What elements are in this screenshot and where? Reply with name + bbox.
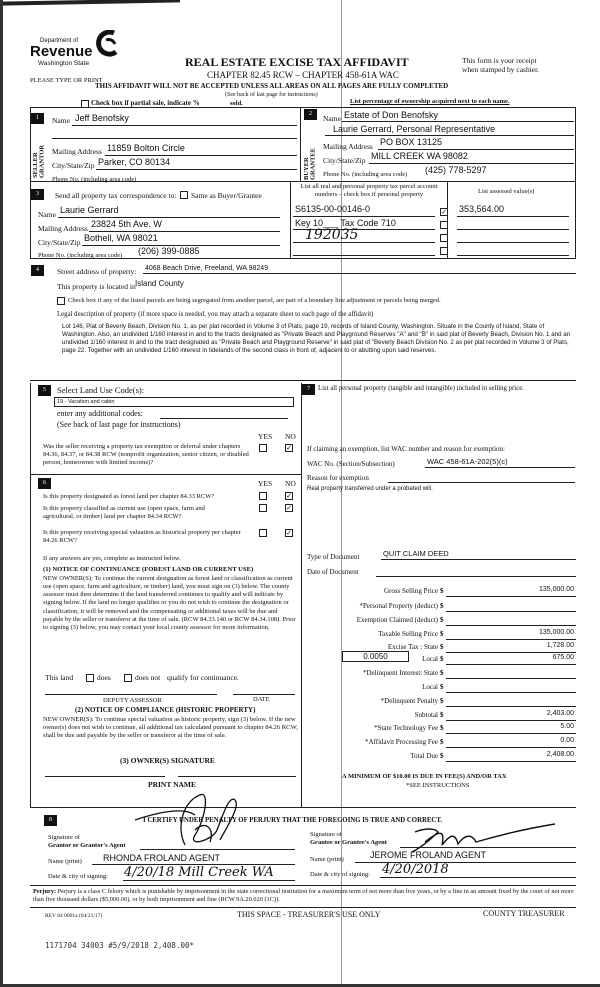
see-instructions: *SEE INSTRUCTIONS [406,782,470,789]
tax-row-label: Taxable Selling Price [378,630,438,638]
tax-row-label: *State Technology Fee [374,724,438,732]
grantor-date-label: Date & city of signing: [48,873,108,880]
dollar-sign: $ [440,655,444,663]
doc-date-field[interactable] [376,576,576,577]
field-line [457,242,569,243]
reason-field[interactable]: Real property transferred under a probated will. [307,486,433,492]
grantee-date-field[interactable]: 4/20/2018 [382,862,449,877]
does-not-label: does not [135,673,161,682]
field-line [446,611,576,612]
does-checkbox[interactable] [86,674,94,682]
tax-row-label: Local [422,683,438,691]
historic-yes-checkbox[interactable] [259,529,267,537]
dollar-sign: $ [440,643,444,651]
field-line [446,692,576,693]
tax-row-value[interactable]: 5.00 [560,723,574,730]
field-line [105,155,297,156]
field-line [388,482,575,483]
scan-edge-left [0,0,3,987]
corr-city-label: City/State/Zip [38,238,81,247]
logo-line-1: Department of [40,38,79,44]
exemption-no-checkbox[interactable]: ✓ [286,444,292,452]
field-line [446,625,576,626]
seller-mail-field[interactable]: 11859 Bolton Circle [107,143,185,153]
tax-row-label: Gross Selling Price [383,587,438,595]
buyer-mail-label: Mailing Address [323,142,373,151]
no-header: NO [285,432,296,441]
correspondence-label: Send all property tax correspondence to: [55,191,177,200]
section-number: 3 [31,189,44,200]
seller-mail-label: Mailing Address [52,147,102,156]
print-name-label: PRINT NAME [148,780,196,789]
cashier-stamp: 1171704 34003 #5/9/2018 2,408.00* [45,941,195,950]
buyer-name-label: Name [323,114,341,123]
section-number: 6 [38,478,51,489]
section-number: 2 [304,109,317,120]
field-line [457,255,569,256]
land-use-select[interactable]: 19 - Vacation and cabin [54,397,294,407]
current-use-yes-checkbox[interactable] [259,504,267,512]
divider [30,885,576,886]
dollar-sign: $ [440,724,444,732]
field-line [446,639,576,640]
field-line [378,149,574,150]
tax-row-label: *Affidavit Processing Fee [365,738,438,746]
buyer-phone-field[interactable]: (425) 778-5297 [425,165,487,175]
field-line [72,125,297,126]
logo-line-3: Washington State [38,60,90,67]
grantor-name-field[interactable]: RHONDA FROLAND AGENT [103,853,221,863]
date-line[interactable] [233,694,295,695]
field-line [446,596,576,597]
perjury-text: Perjury is a class C felony which is punishable by imprisonment in the state correctional institution for a maximum term of not more than five years, or by a fine in an amount fixed by the court of not more than five thousand dollars ($5,000.00), or by both imprisonment and fine (RCW 9A.20.020 (1C)). [33,888,574,903]
legal-description-field[interactable]: Lot 146, Plat of Beverly Beach, Division No. 1, as per plat recorded in Volume 3 of Plats, page 19, records of Island County, Washington. Situate in the County of Island, State of Washington. Also, an undivided 1/160 interest in and to the tracts designated as "Private Beach and Playground Reserves "A" and "B" in said plat of Beverly Beach, Division No. 1 and an undivided 1/160 interest in and to the tract designated as "Private Beach and Playground Reserve" in said plat of "Beverly Beach Division No. 2 as per plat recorded in Volume 3 of Plats, page 22. Together with an undivided 1/160 interest in tidelands of the second class in front of, adjacent to or abutting upon said reserves. [62,323,571,355]
grantee-sig-label-1: Signature of [310,831,342,838]
field-line [446,706,576,707]
section-number: 5 [38,385,51,396]
minimum-notice: A MINIMUM OF $10.00 IS DUE IN FEE(S) AND/OR TAX [342,773,507,780]
please-type: PLEASE TYPE OR PRINT [30,77,103,84]
qualify-label: qualify for continuance. [167,673,239,682]
yes-header: YES [258,479,273,488]
seller-exemption-question: Was the seller receiving a property tax exemption or deferral under chapters 84.36, 84.37, or 84.38 RCW (nonprofit organization, senior citizen, or disabled person, homeowner with limited income)? [43,443,249,467]
tax-row-label: Local [422,655,438,663]
form-revision: REV 84 0001a (04/21/17) [45,913,103,919]
buyer-name-field[interactable]: Estate of Don Benofsky [344,110,439,120]
county-label: This property is located in [57,282,136,291]
segregated-checkbox[interactable] [57,297,65,305]
grantor-signature[interactable] [125,790,265,852]
segregated-label: Check box if any of the listed parcels are being segregated from another parcel, are part of a boundary line adjustment or parcels being merged. [68,297,441,304]
seller-city-field[interactable]: Parker, CO 80134 [98,157,171,167]
seller-phone-label: Phone No. (including area code) [52,176,137,183]
tax-row-label: Exemption Claimed (deduct) [356,616,438,624]
tax-row-value[interactable]: 0.00 [560,737,574,744]
sold-label: sold. [230,100,243,107]
grantor-sig-label-1: Signature of [48,834,80,841]
field-line [58,217,280,218]
dollar-sign: $ [440,683,444,691]
corr-name-label: Name [38,210,56,219]
yes-header: YES [258,432,273,441]
additional-codes-field[interactable] [160,418,288,419]
dollar-sign: $ [440,587,444,595]
notice1-text: NEW OWNER(S): To continue the current designation as forest land or classification as current use (open space, farm and agriculture, or timber) land, you must sign on (3) below. The county assessor must then determine if the land transferred continues to qualify and will indicate by signing below. If the land no longer qualifies or you do not wish to continue the designation or classification, it will be removed and the compensating or additional taxes will be due and payable by the seller or transferor at the time of sale. (RCW 84.33.140 or RCW 84.34.108). Prior to signing (3) below, you may contact your local county assessor for more information. [43,575,296,631]
dollar-sign: $ [440,669,444,677]
dollar-sign: $ [440,752,444,760]
legal-label: Legal description of property (if more space is needed, you may attach a separate sheet to each page of the affidavit) [57,311,374,318]
same-as-buyer-label: Same as Buyer/Grantee [191,191,262,200]
dollar-sign: $ [440,711,444,719]
local-rate-field[interactable]: 0.0050 [342,651,409,662]
doc-type-label: Type of Document [307,553,360,561]
tax-row-label: Subtotal [414,711,438,719]
field-line [89,231,280,232]
field-line [293,216,435,217]
dollar-sign: $ [440,616,444,624]
historic-question: Is this property receiving special valuation as historical property per chapter 84.26 RCW? [43,529,241,545]
chapter-line: CHAPTER 82.45 RCW – CHAPTER 458-61A WAC [207,70,399,80]
divider [30,474,301,475]
field-line [52,138,297,139]
additional-codes-label: enter any additional codes: [57,409,143,418]
corr-phone-field[interactable]: (206) 399-0885 [138,246,200,256]
tax-row-label: *Delinquent Penalty [380,697,438,705]
county-field[interactable]: Island County [135,279,184,288]
field-line [123,880,295,881]
receipt-note-2: when stamped by cashier. [462,65,540,74]
current-use-no-checkbox[interactable]: ✓ [286,504,292,512]
owner-signature-line[interactable] [45,776,165,777]
perjury-label: Perjury: [33,888,57,895]
divider [290,181,291,259]
doc-date-label: Date of Document [307,568,359,576]
field-line [446,664,576,665]
grantor-date-field[interactable]: 4/20/18 Mill Creek WA [124,865,274,880]
wac-label: WAC No. (Section/Subsection) [307,460,395,468]
receipt-note-1: This form is your receipt [462,56,537,65]
tax-row-label: Total Due [410,752,438,760]
buyer-city-label: City/State/Zip [323,156,366,165]
see-back-label: (See back of last page for instructions) [57,420,181,429]
land-use-label: Select Land Use Code(s): [57,385,145,395]
does-not-checkbox[interactable] [124,674,132,682]
tax-row-label: Excise Tax : State [387,643,438,651]
forest-question: Is this property designated as forest land per chapter 84.33 RCW? [43,493,215,500]
section-number: 7 [302,384,315,395]
corr-mail-label: Mailing Address [38,224,88,233]
see-back-note: (See back of last page for instructions) [225,92,318,98]
corr-mail-field[interactable]: 23824 5th Ave. W [91,219,162,229]
divider [300,107,301,181]
field-line [380,877,576,878]
tax-row-value[interactable]: 2,403.00 [546,710,574,717]
seller-side-label: SELLER GRANTOR [32,144,46,178]
current-use-question: Is this property classified as current use (open space, farm and agricultural, or timber) land per chapter 84.34 RCW? [43,505,205,521]
tax-row-value[interactable]: 135,000.00 [538,586,574,593]
divider [30,907,576,908]
warning-text: THIS AFFIDAVIT WILL NOT BE ACCEPTED UNLESS ALL AREAS ON ALL PAGES ARE FULLY COMPLETED [95,82,449,90]
tax-row-label: *Delinquent Interest: State [362,669,438,677]
wac-field[interactable]: WAC 458-61A-202(5)(c) [427,457,508,466]
grantee-date-label: Date & city of signing: [310,871,370,878]
deputy-assessor-label: DEPUTY ASSESSOR [103,697,162,704]
field-line [369,163,574,164]
notice2-text: NEW OWNER(S): To continue special valuation as historic property, sign (3) below. If the new owner(s) does not wish to continue, all additional tax calculated pursuant to chapter 84.26 RCW, shall be due and payable by the seller or transferor at the time of sale. [43,716,298,740]
parcel-number-handwritten[interactable]: 192035 [305,227,359,243]
street-field[interactable]: 4068 Beach Drive, Freeland, WA 98249 [145,265,269,272]
forest-no-checkbox[interactable]: ✓ [286,492,292,500]
field-line [446,733,576,734]
section-number: 1 [31,113,44,124]
tax-row-value[interactable]: 2,408.00 [546,751,574,758]
street-label: Street address of property: [57,267,137,276]
field-line [446,652,576,653]
seller-name-label: Name [52,116,70,125]
field-line [446,761,576,762]
date-label: DATE [253,696,270,703]
form-title: REAL ESTATE EXCISE TAX AFFIDAVIT [185,55,409,69]
divider [30,807,576,808]
divider [30,383,31,808]
no-header: NO [285,479,296,488]
notice1-title: (1) NOTICE OF CONTINUANCE (FOREST LAND OR CURRENT USE) [43,566,254,573]
dollar-sign: $ [440,602,444,610]
dollar-sign: $ [440,630,444,638]
same-as-buyer-checkbox[interactable] [180,191,188,199]
tax-row-value[interactable]: 135,000.00 [538,629,574,636]
parcel-number-field[interactable]: S6135-00-00146-0 [295,204,371,214]
field-line [143,273,576,274]
assessed-value-field[interactable]: 353,564.00 [459,204,505,214]
dollar-sign: $ [440,697,444,705]
grantor-sig-label-2: Grantor or Grantor's Agent [48,842,126,849]
exemption-yes-checkbox[interactable] [259,444,267,452]
logo-line-2: Revenue [30,43,93,60]
this-land-label: This land [45,673,74,682]
assessed-header: List assessed value(s) [478,188,535,195]
list-pct-label: List percentage of ownership acquired next to each name. [350,98,510,105]
tax-row-label: *Personal Property (deduct) [359,602,438,610]
corr-name-field[interactable]: Laurie Gerrard [60,205,119,215]
grantee-name-field[interactable]: JEROME FROLAND AGENT [370,850,487,860]
field-line [293,255,435,256]
if-yes-instruction: If any answers are yes, complete as instructed below. [43,555,181,562]
field-line [293,242,435,243]
forest-yes-checkbox[interactable] [259,492,267,500]
grantee-name-label: Name (print) [310,856,344,863]
historic-no-checkbox[interactable]: ✓ [286,529,292,537]
field-line [446,720,576,721]
buyer-name2-field[interactable]: Laurie Gerrard, Personal Representative [333,124,496,134]
field-line [446,747,576,748]
field-line [325,135,574,136]
field-line [446,678,576,679]
treasurer-use-label: THIS SPACE - TREASURER'S USE ONLY [237,910,381,919]
personal-property-checkbox[interactable]: ✓ [441,208,447,216]
corr-city-field[interactable]: Bothell, WA 98021 [84,233,158,243]
notice2-title: (2) NOTICE OF COMPLIANCE (HISTORIC PROPERTY) [75,706,256,714]
field-line [457,229,569,230]
section-number: 4 [31,265,44,276]
does-label: does [97,673,111,682]
dollar-sign: $ [440,738,444,746]
owner-signature-label: (3) OWNER(S) SIGNATURE [120,756,215,765]
buyer-mail-field[interactable]: PO BOX 13125 [380,137,443,147]
section-number: 8 [44,815,57,826]
buyer-phone-label: Phone No. (including area code) [323,171,408,178]
field-line [381,559,576,560]
personal-property-checkbox[interactable] [440,221,448,229]
seller-city-label: City/State/Zip [52,161,95,170]
personal-property-checkbox[interactable] [440,247,448,255]
field-line [342,121,574,122]
partial-sale-label: Check box if partial sale, indicate % [91,99,200,107]
tax-row-value[interactable]: 1,728.00 [546,642,574,649]
dor-swirl-icon [94,30,120,58]
field-line [425,467,575,468]
corr-phone-label: Phone No. (including area code) [38,252,123,259]
reason-label: Reason for exemption [307,474,369,482]
county-treasurer-label: COUNTY TREASURER [483,909,565,918]
doc-type-field[interactable]: QUIT CLAIM DEED [383,549,449,558]
buyer-side-label: BUYER GRANTEE [303,147,317,180]
seller-name-field[interactable]: Jeff Benofsky [75,113,129,123]
field-line [457,216,569,217]
personal-property-checkbox[interactable] [440,234,448,242]
certify-statement: I CERTIFY UNDER PENALTY OF PERJURY THAT THE FOREGOING IS TRUE AND CORRECT. [143,817,443,824]
deputy-assessor-line[interactable] [45,694,217,695]
parcels-header: List all real and personal property tax parcel account numbers – check box if personal property [300,183,438,199]
grantor-name-label: Name (print) [48,858,82,865]
tax-row-value[interactable]: 675.00 [552,654,574,661]
exemption-label: If claiming an exemption, list WAC number and reason for exemption: [307,445,505,453]
buyer-city-field[interactable]: MILL CREEK WA 98082 [371,151,468,161]
personal-property-label: List all personal property (tangible and intangible) included in selling price. [318,385,524,392]
divider [30,380,576,381]
field-line [96,169,297,170]
parcel-number-field[interactable]: Key 10___ Tax Code 710 [295,218,396,228]
scan-edge [0,0,180,6]
dor-logo [30,30,130,75]
grantee-sig-label-2: Grantee or Grantee's Agent [310,839,387,846]
owner-signature-line[interactable] [178,776,296,777]
